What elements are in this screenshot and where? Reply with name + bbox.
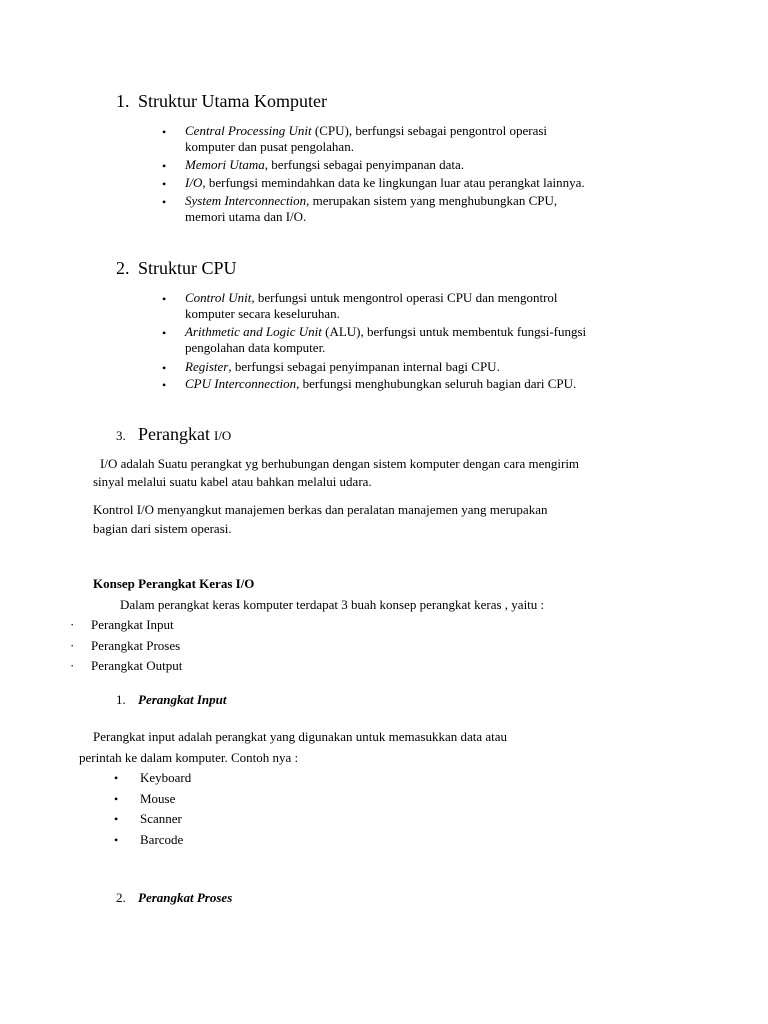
bullet-disc: • bbox=[114, 771, 119, 785]
item-text-continued: pengolahan data komputer. bbox=[185, 340, 326, 355]
item-text: (CPU), berfungsi sebagai pengontrol operasi bbox=[311, 123, 548, 138]
example-item: Mouse bbox=[140, 791, 176, 806]
konsep-item: Perangkat Input bbox=[91, 617, 174, 632]
konsep-heading: Konsep Perangkat Keras I/O bbox=[93, 576, 255, 591]
bullet-dot: · bbox=[70, 658, 75, 673]
section-title: Struktur Utama Komputer bbox=[138, 91, 327, 111]
item-text: , berfungsi sebagai penyimpanan data. bbox=[264, 157, 465, 172]
section-1-heading bbox=[116, 90, 327, 112]
term: Control Unit bbox=[185, 290, 252, 305]
item-text-continued: komputer secara keseluruhan. bbox=[185, 306, 340, 321]
bullet-disc: • bbox=[162, 378, 167, 392]
term: Arithmetic and Logic Unit bbox=[185, 324, 322, 339]
item-text: , berfungsi menghubungkan seluruh bagian dari CPU. bbox=[296, 376, 577, 391]
item-text-continued: komputer dan pusat pengolahan. bbox=[185, 139, 354, 154]
section-number: 1. bbox=[116, 692, 126, 707]
bullet-disc: • bbox=[162, 361, 167, 375]
section-title: Perangkat Input bbox=[138, 692, 227, 707]
bullet-disc: • bbox=[162, 326, 167, 340]
paragraph-line: sinyal melalui suatu kabel atau bahkan melalui udara. bbox=[93, 474, 372, 489]
term: System Interconnection bbox=[185, 193, 307, 208]
konsep-intro: Dalam perangkat keras komputer terdapat 3 buah konsep perangkat keras , yaitu : bbox=[120, 597, 545, 612]
bullet-disc: • bbox=[114, 812, 119, 826]
list-item bbox=[185, 193, 557, 225]
item-text: (ALU), berfungsi untuk membentuk fungsi-fungsi bbox=[321, 324, 587, 339]
section-3-heading bbox=[116, 423, 231, 447]
example-item: Barcode bbox=[140, 832, 184, 847]
list-item bbox=[185, 359, 500, 375]
input-heading bbox=[116, 692, 227, 708]
term: Register bbox=[185, 359, 229, 374]
paragraph-line: perintah ke dalam komputer. Contoh nya : bbox=[79, 750, 299, 765]
bullet-disc: • bbox=[162, 195, 167, 209]
list-item bbox=[185, 324, 586, 356]
term: Central Processing Unit bbox=[185, 123, 312, 138]
section-number: 3. bbox=[116, 428, 126, 443]
konsep-item: Perangkat Output bbox=[91, 658, 183, 673]
list-item bbox=[185, 290, 558, 322]
section-title-small: I/O bbox=[213, 428, 232, 443]
list-item bbox=[185, 376, 576, 392]
bullet-disc: • bbox=[162, 292, 167, 306]
section-2-heading bbox=[116, 257, 237, 279]
item-text: , berfungsi sebagai penyimpanan internal bagi CPU. bbox=[228, 359, 500, 374]
term: I/O bbox=[185, 175, 203, 190]
item-text: , berfungsi memindahkan data ke lingkungan luar atau perangkat lainnya. bbox=[202, 175, 585, 190]
item-text-continued: memori utama dan I/O. bbox=[185, 209, 307, 224]
bullet-disc: • bbox=[162, 125, 167, 139]
item-text: , berfungsi untuk mengontrol operasi CPU dan mengontrol bbox=[251, 290, 558, 305]
section-number: 1. bbox=[116, 91, 130, 111]
paragraph-line: Kontrol I/O menyangkut manajemen berkas dan peralatan manajemen yang merupakan bbox=[93, 502, 548, 517]
section-number: 2. bbox=[116, 258, 130, 278]
konsep-item: Perangkat Proses bbox=[91, 638, 181, 653]
paragraph-line: I/O adalah Suatu perangkat yg berhubungan dengan sistem komputer dengan cara mengirim bbox=[100, 456, 580, 471]
bullet-disc: • bbox=[162, 159, 167, 173]
example-item: Scanner bbox=[140, 811, 182, 826]
bullet-disc: • bbox=[162, 177, 167, 191]
list-item bbox=[185, 175, 585, 191]
section-title: Struktur CPU bbox=[138, 258, 237, 278]
bullet-dot: · bbox=[70, 638, 75, 653]
term: Memori Utama bbox=[185, 157, 265, 172]
paragraph-line: bagian dari sistem operasi. bbox=[93, 521, 232, 536]
bullet-disc: • bbox=[114, 792, 119, 806]
section-title-main: Perangkat bbox=[138, 424, 210, 444]
bullet-dot: · bbox=[70, 617, 75, 632]
section-number: 2. bbox=[116, 890, 126, 905]
bullet-disc: • bbox=[114, 833, 119, 847]
section-title: Perangkat Proses bbox=[138, 890, 233, 905]
paragraph-line: Perangkat input adalah perangkat yang digunakan untuk memasukkan data atau bbox=[93, 729, 508, 744]
item-text: , merupakan sistem yang menghubungkan CPU, bbox=[306, 193, 558, 208]
proses-heading bbox=[116, 890, 232, 906]
list-item bbox=[185, 157, 464, 173]
term: CPU Interconnection bbox=[185, 376, 297, 391]
example-item: Keyboard bbox=[140, 770, 192, 785]
list-item bbox=[185, 123, 547, 155]
